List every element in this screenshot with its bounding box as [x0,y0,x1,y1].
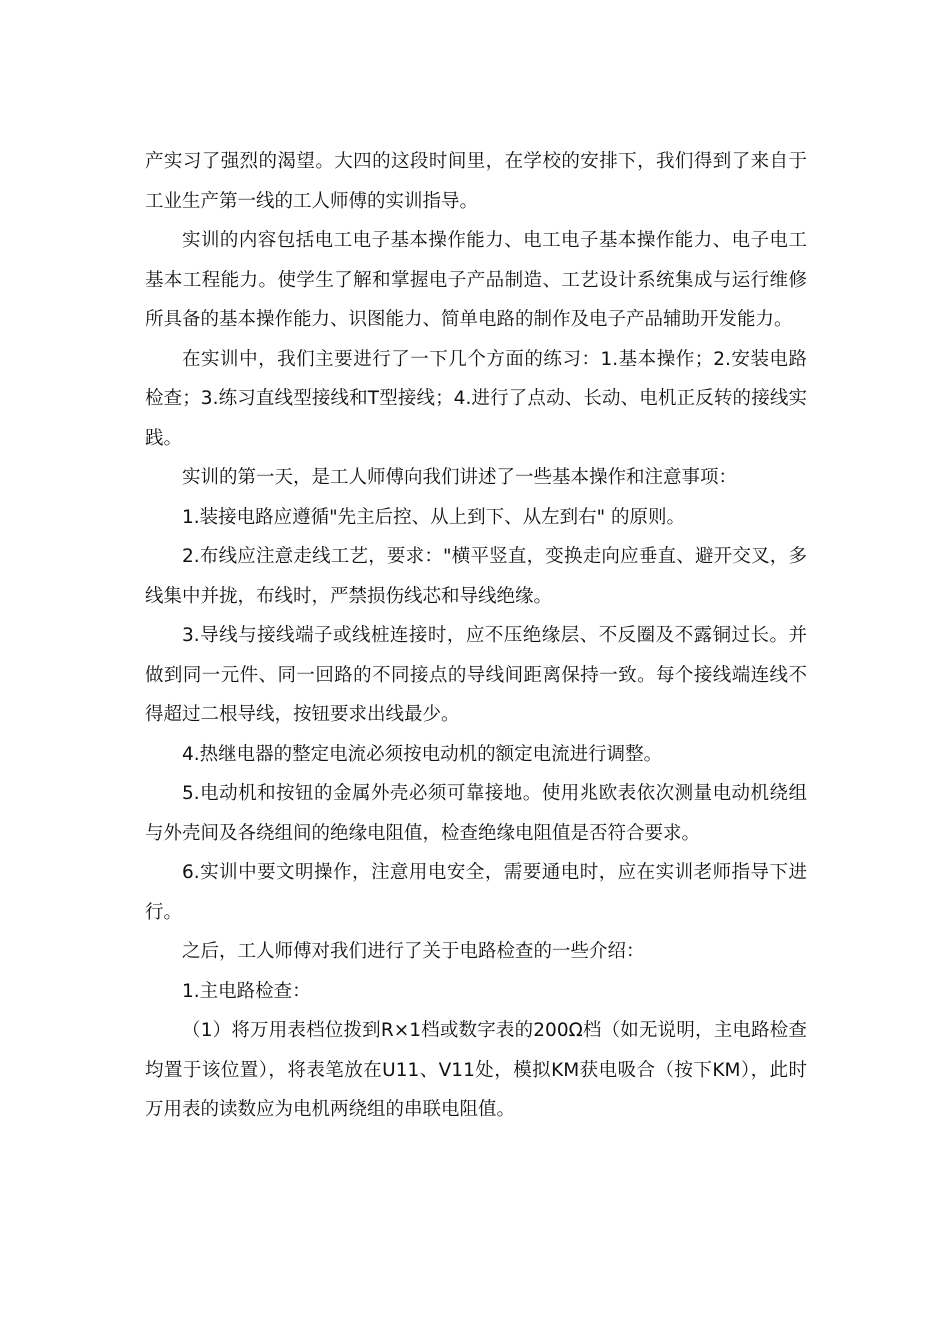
paragraph-2: 实训的内容包括电工电子基本操作能力、电工电子基本操作能力、电子电工基本工程能力。使学生了解和掌握电子产品制造、工艺设计系统集成与运行维修所具备的基本操作能力、识图能力、简单电路的制作及电子产品辅助开发能力。 [145,230,807,330]
paragraph-6: 2.布线应注意走线工艺，要求："横平竖直，变换走向应垂直、避开交叉，多线集中并拢，布线时，严禁损伤线芯和导线绝缘。 [145,546,807,607]
paragraph-1: 产实习了强烈的渴望。大四的这段时间里，在学校的安排下，我们得到了来自于工业生产第一线的工人师傅的实训指导。 [145,151,807,212]
paragraph-5: 1.装接电路应遵循"先主后控、从上到下、从左到右" 的原则。 [182,506,686,528]
paragraph-7: 3.导线与接线端子或线桩连接时，应不压绝缘层、不反圈及不露铜过长。并做到同一元件、同一回路的不同接点的导线间距离保持一致。每个接线端连线不得超过二根导线，按钮要求出线最少。 [145,625,807,725]
paragraph-4: 实训的第一天，是工人师傅向我们讲述了一些基本操作和注意事项： [182,467,738,488]
paragraph-12: 1.主电路检查： [182,980,311,1002]
paragraph-10: 6.实训中要文明操作，注意用电安全，需要通电时，应在实训老师指导下进行。 [145,862,807,923]
paragraph-3: 在实训中，我们主要进行了一下几个方面的练习：1.基本操作；2.安装电路检查；3.练习直线型接线和T型接线；4.进行了点动、长动、电机正反转的接线实践。 [145,348,807,449]
paragraph-8: 4.热继电器的整定电流必须按电动机的额定电流进行调整。 [182,743,663,765]
paragraph-13: （1）将万用表档位拨到R×1档或数字表的200Ω档（如无说明，主电路检查均置于该位置），将表笔放在U11、V11处，模拟KM获电吸合（按下KM），此时万用表的读数应为电机两绕组的串联电阻值。 [145,1020,807,1120]
paragraph-11: 之后，工人师傅对我们进行了关于电路检查的一些介绍： [182,941,645,962]
document-body [145,142,807,1130]
paragraph-9: 5.电动机和按钮的金属外壳必须可靠接地。使用兆欧表依次测量电动机绕组与外壳间及各绕组间的绝缘电阻值，检查绝缘电阻值是否符合要求。 [145,783,807,844]
